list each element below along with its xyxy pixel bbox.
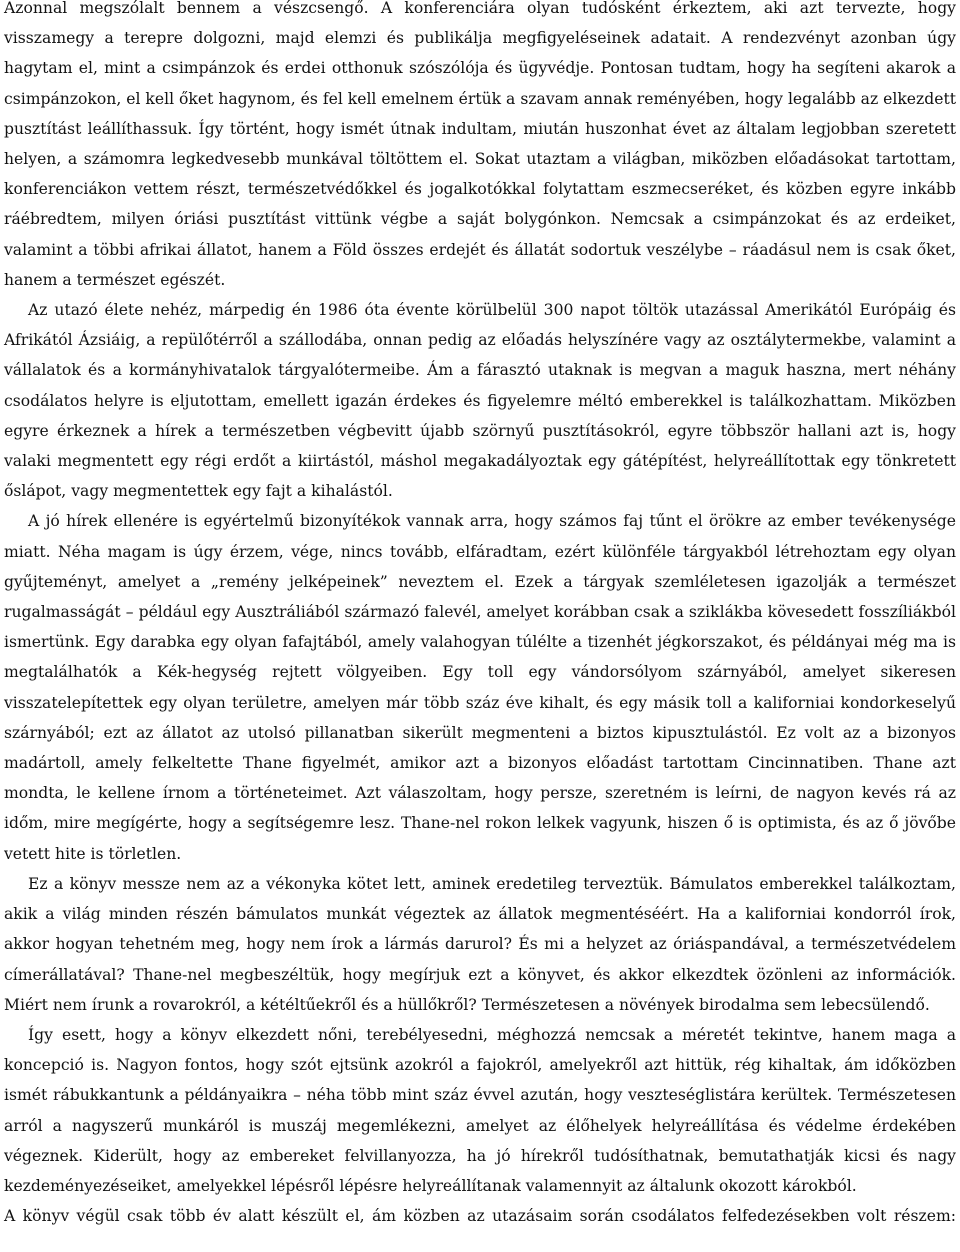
paragraph-3: A jó hírek ellenére is egyértelmű bizonyítékok vannak arra, hogy számos faj tűnt el örökre az ember tevékenysége miatt. Néha magam is úgy érzem, vége, nincs tovább, elfáradtam, ezért különféle tárgyakból létrehoztam egy olyan gyűjteményt, amelyet a „remény jelképeinek” neveztem el. Ezek a tárgyak szemléletesen igazolják a természet rugalmasságát – például egy Ausztráliából származó falevél, amelyet korábban csak a sziklákba kövesedett fosszíliákból ismertünk. Egy darabka egy olyan fafajtából, amely valahogyan túlélte a tizenhét jégkorszakot, és példányai még ma is megtalálhatók a Kék-hegység rejtett völgyeiben. Egy toll egy vándorsólyom szárnyából, amelyet sikeresen visszatelepítettek egy olyan területre, amelyen már több száz éve kihalt, és egy másik toll a kaliforniai kondorkeselyű szárnyából; ezt az állatot az utolsó pillanatban sikerült megmenteni a biztos kipusztulástól. Ez volt az a bizonyos madártoll, amely felkeltette Thane figyelmét, amikor azt a bizonyos előadást tartottam Cincinnatiben. Thane azt mondta, le kellene írnom a történeteimet. Azt válaszoltam, hogy persze, szeretném is leírni, de nagyon kevés rá az időm, mire megígérte, hogy a segítségemre lesz. Thane-nel rokon lelkek vagyunk, hiszen ő is optimista, és az ő jövőbe vetett hite is törletlen. [4, 512, 956, 863]
paragraph-4: Ez a könyv messze nem az a vékonyka kötet lett, aminek eredetileg terveztük. Bámulatos emberekkel találkoztam, akik a világ minden részén bámulatos munkát végeztek az állatok megmentéséért. Ha a kaliforniai kondorról írok, akkor hogyan tehetném meg, hogy nem írok a lármás darurol? És mi a helyzet az óriáspandával, a természetvédelem címerállatával? Thane-nel megbeszéltük, hogy megírjuk ezt a könyvet, és akkor elkezdtek özönleni az információk. Miért nem írunk a rovarokról, a kétéltűekről és a hüllőkről? Természetesen a növények birodalma sem lebecsülendő. [4, 874, 956, 1014]
paragraph-1: Azonnal megszólalt bennem a vészcsengő. A konferenciára olyan tudósként érkeztem, aki azt tervezte, hogy visszamegy a terepre dolgozni, majd elemzi és publikálja megfigyeléseinek adatait. A rendezvényt azonban úgy hagytam el, mint a csimpánzok és erdei otthonuk szószólója és ügyvédje. Pontosan tudtam, hogy ha segíteni akarok a csimpánzokon, el kell őket hagynom, és fel kell emelnem értük a szavam annak reményében, hogy legalább az elkezdett pusztítást leállíthassuk. Így történt, hogy ismét útnak indultam, miután huszonhat évet az általam legjobban szeretett helyen, a számomra legkedvesebb munkával töltöttem el. Sokat utaztam a világban, miközben előadásokat tartottam, konferenciákon vettem részt, természetvédőkkel és jogalkotókkal folytattam eszmecseréket, és közben egyre inkább ráébredtem, milyen óriási pusztítást vittünk végbe a saját bolygónkon. Nemcsak a csimpánzokat és az erdeiket, valamint a többi afrikai állatot, hanem a Föld összes erdejét és állatát sodortuk veszélybe – ráadásul nem is csak őket, hanem a természet egészét. [4, 0, 956, 289]
paragraph-6: A könyv végül csak több év alatt készült el, ám közben az utazásaim során csodálatos felfedezésekben volt részem: [4, 1207, 956, 1226]
paragraph-5: Így esett, hogy a könyv elkezdett nőni, terebélyesedni, méghozzá nemcsak a méretét tekintve, hanem maga a koncepció is. Nagyon fontos, hogy szót ejtsünk azokról a fajokról, amelyekről azt hittük, rég kihaltak, ám időközben ismét rábukkantunk a példányaikra – néha több mint száz évvel azután, hogy veszteséglistára kerültek. Természetesen arról a nagyszerű munkáról is muszáj megemlékezni, amelyet az élőhelyek helyreállítása és védelme érdekében végeznek. Kiderült, hogy az embereket felvillanyozza, ha jó hírekről tudósíthatnak, bemutathatják kicsi és nagy kezdeményezéseiket, amelyekkel lépésről lépésre helyreállítanak valamennyit az általunk okozott károkból. [4, 1025, 956, 1195]
document-page [4, 0, 956, 1231]
paragraph-2: Az utazó élete nehéz, márpedig én 1986 óta évente körülbelül 300 napot töltök utazással Amerikától Európáig és Afrikától Ázsiáig, a repülőtérről a szállodába, onnan pedig az előadás helyszínére vagy az osztálytermekbe, valamint a vállalatok és a kormányhivatalok tárgyalótermeibe. Ám a fárasztó utaknak is megvan a maguk haszna, mert néhány csodálatos helyre is eljutottam, emellett igazán érdekes és figyelemre méltó emberekkel is találkozhattam. Miközben egyre érkeznek a hírek a természetben végbevitt újabb szörnyű pusztításokról, egyre többször hallani azt is, hogy valaki megmentett egy régi erdőt a kiirtástól, máshol megakadályoztak egy gátépítést, helyreállítottak egy tönkretett őslápot, vagy megmentettek egy fajt a kihalástól. [4, 301, 956, 501]
